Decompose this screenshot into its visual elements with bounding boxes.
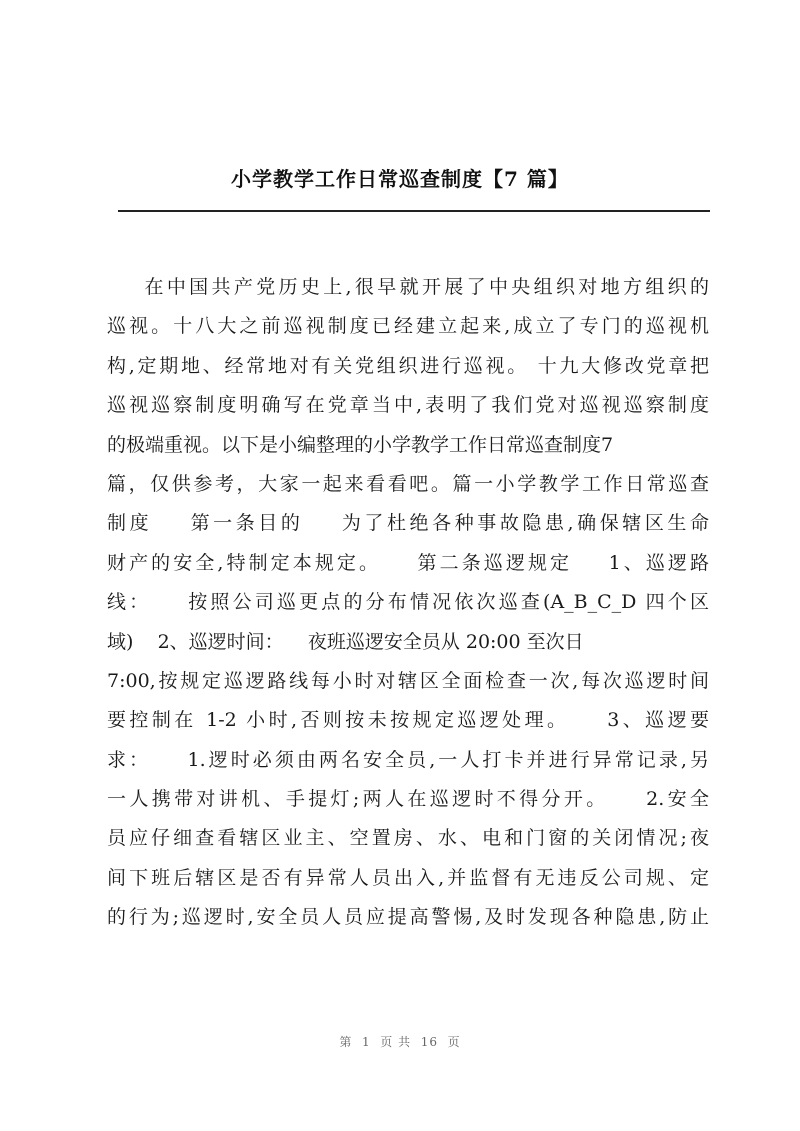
body-line: 要控制在 1-2 小时,否则按未按规定巡逻处理。 3、巡逻要 (107, 709, 709, 732)
body-line: 制度 第一条目的 为了杜绝各种事故隐患,确保辖区生命 (107, 512, 709, 535)
body-line: 求： 1.逻时必须由两名安全员,一人打卡并进行异常记录,另 (107, 748, 709, 771)
body-line: 一人携带对讲机、手提灯;两人在巡逻时不得分开。 2.安全 (107, 788, 709, 811)
body-line: 巡视。十八大之前巡视制度已经建立起来,成立了专门的巡视机 (107, 315, 709, 338)
body-line: 的极端重视。以下是小编整理的小学教学工作日常巡查制度7 (107, 433, 614, 456)
body-line: 构,定期地、经常地对有关党组织进行巡视。 十九大修改党章把 (107, 354, 709, 377)
body-line: 巡视巡察制度明确写在党章当中,表明了我们党对巡视巡察制度 (107, 394, 709, 417)
body-line: 线： 按照公司巡更点的分布情况依次巡查(A_B_C_D 四个区 (107, 591, 709, 614)
body-line: 域) 2、巡逻时间： 夜班巡逻安全员从 20:00 至次日 (107, 630, 584, 653)
body-line: 财产的安全,特制定本规定。 第二条巡逻规定 1、巡逻路 (107, 551, 709, 574)
document-body (107, 268, 709, 938)
body-line: 篇，仅供参考，大家一起来看看吧。篇一小学教学工作日常巡查 (107, 472, 709, 495)
title-underline (118, 210, 710, 212)
body-line: 7:00,按规定巡逻路线每小时对辖区全面检查一次,每次巡逻时间 (107, 669, 709, 692)
body-line: 间下班后辖区是否有异常人员出入,并监督有无违反公司规、定 (107, 866, 709, 889)
page-footer: 第 1 页 共 16 页 (339, 1035, 461, 1049)
body-line: 在中国共产党历史上,很早就开展了中央组织对地方组织的 (107, 276, 709, 298)
body-line: 的行为;巡逻时,安全员人员应提高警惕,及时发现各种隐患,防止 (107, 906, 709, 929)
document-title: 小学教学工作日常巡查制度【7 篇】 (231, 167, 569, 191)
body-line: 员应仔细查看辖区业主、空置房、水、电和门窗的关闭情况;夜 (107, 827, 709, 850)
